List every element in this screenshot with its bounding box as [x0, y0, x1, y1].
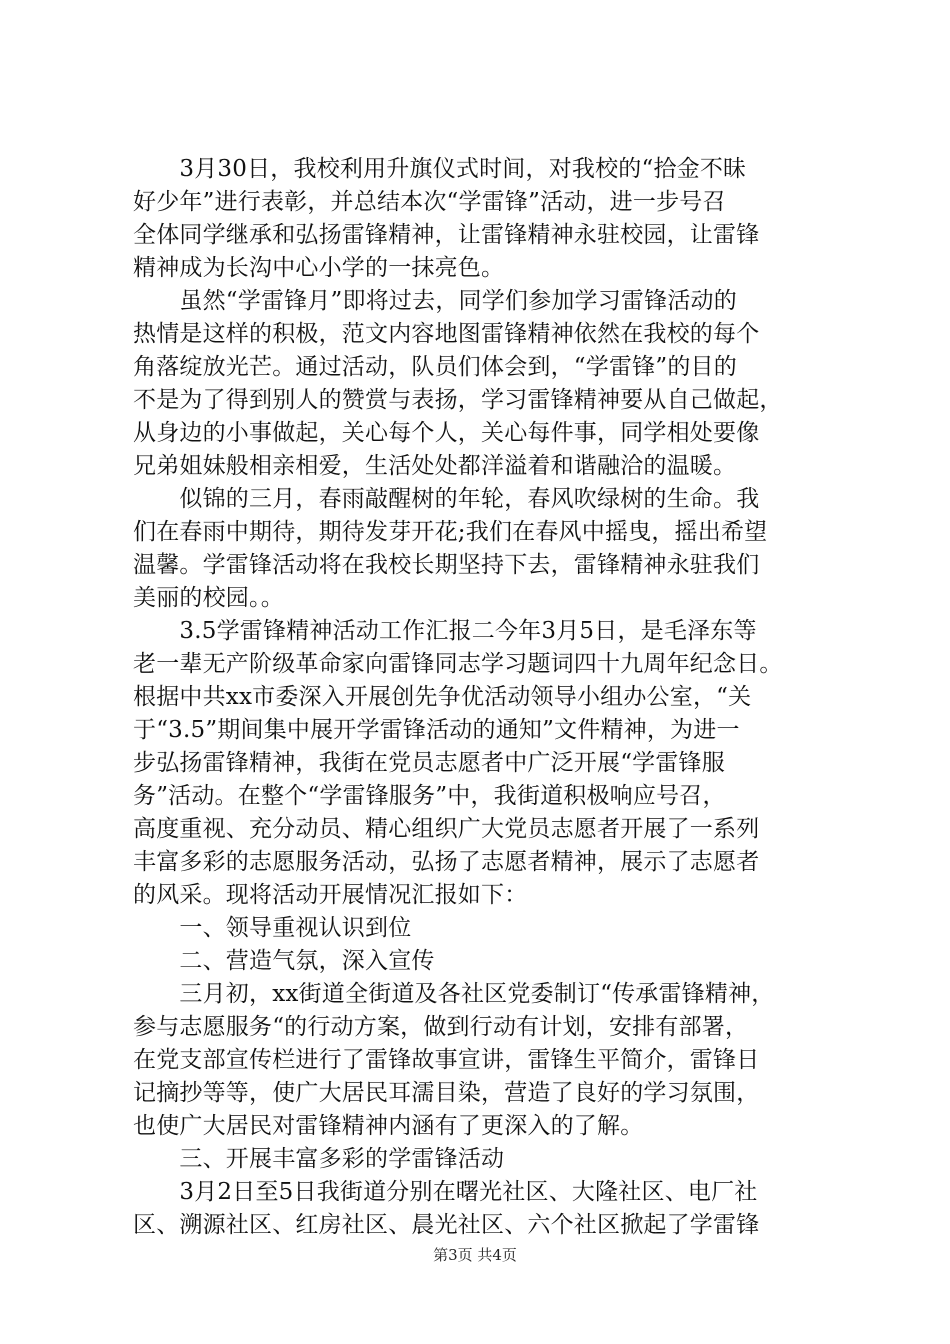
text-line: 于“3.5”期间集中展开学雷锋活动的通知”文件精神，为进一 [133, 717, 740, 743]
text-line: 温馨。学雷锋活动将在我校长期坚持下去，雷锋精神永驻我们 [133, 552, 760, 578]
text-line: 根据中共xx市委深入开展创先争优活动领导小组办公室，“关 [133, 684, 752, 710]
text-line: 也使广大居民对雷锋精神内涵有了更深入的了解。 [133, 1113, 644, 1139]
text-line: 高度重视、充分动员、精心组织广大党员志愿者开展了一系列 [133, 816, 760, 842]
text-line: 们在春雨中期待，期待发芽开花;我们在春风中摇曳，摇出希望 [133, 519, 768, 545]
text-line: 精神成为长沟中心小学的一抹亮色。 [133, 255, 505, 281]
text-line: 务”活动。在整个“学雷锋服务”中，我街道积极响应号召， [133, 783, 726, 809]
text-line: 似锦的三月，春雨敲醒树的年轮，春风吹绿树的生命。我 [133, 486, 760, 512]
text-line: 区、溯源社区、红房社区、晨光社区、六个社区掀起了学雷锋 [133, 1212, 760, 1238]
document-body [133, 153, 833, 1242]
text-line: 不是为了得到别人的赞赏与表扬，学习雷锋精神要从自己做起， [133, 387, 783, 413]
text-line: 参与志愿服务“的行动方案，做到行动有计划，安排有部署， [133, 1014, 749, 1040]
text-line: 从身边的小事做起，关心每个人，关心每件事，同学相处要像 [133, 420, 760, 446]
page-footer: 第3页 共4页 [433, 1246, 517, 1264]
text-line: 3.5学雷锋精神活动工作汇报二今年3月5日，是毛泽东等 [133, 618, 757, 644]
text-line: 的风采。现将活动开展情况汇报如下： [133, 882, 528, 908]
text-line: 角落绽放光芒。通过活动，队员们体会到，“学雷锋”的目的 [133, 354, 737, 380]
text-line: 丰富多彩的志愿服务活动，弘扬了志愿者精神，展示了志愿者 [133, 849, 760, 875]
text-line: 二、营造气氛，深入宣传 [133, 948, 435, 974]
text-line: 3月30日，我校利用升旗仪式时间，对我校的“拾金不昧 [133, 156, 747, 182]
text-line: 美丽的校园。。 [133, 585, 284, 611]
text-line: 一、领导重视认识到位 [133, 915, 412, 941]
text-line: 步弘扬雷锋精神，我街在党员志愿者中广泛开展“学雷锋服 [133, 750, 725, 776]
text-line: 3月2日至5日我街道分别在曙光社区、大隆社区、电厂社 [133, 1179, 758, 1205]
text-line: 热情是这样的积极，范文内容地图雷锋精神依然在我校的每个 [133, 321, 760, 347]
text-line: 老一辈无产阶级革命家向雷锋同志学习题词四十九周年纪念日。 [133, 651, 783, 677]
text-line: 记摘抄等等，使广大居民耳濡目染，营造了良好的学习氛围， [133, 1080, 760, 1106]
text-line: 全体同学继承和弘扬雷锋精神，让雷锋精神永驻校园，让雷锋 [133, 222, 760, 248]
text-line: 三、开展丰富多彩的学雷锋活动 [133, 1146, 505, 1172]
text-line: 三月初，xx街道全街道及各社区党委制订“传承雷锋精神， [133, 981, 775, 1007]
text-line: 好少年”进行表彰，并总结本次“学雷锋”活动，进一步号召 [133, 189, 726, 215]
text-line: 在党支部宣传栏进行了雷锋故事宣讲，雷锋生平简介，雷锋日 [133, 1047, 760, 1073]
text-line: 虽然“学雷锋月”即将过去，同学们参加学习雷锋活动的 [133, 288, 737, 314]
text-line: 兄弟姐妹般相亲相爱，生活处处都洋溢着和谐融洽的温暖。 [133, 453, 737, 479]
